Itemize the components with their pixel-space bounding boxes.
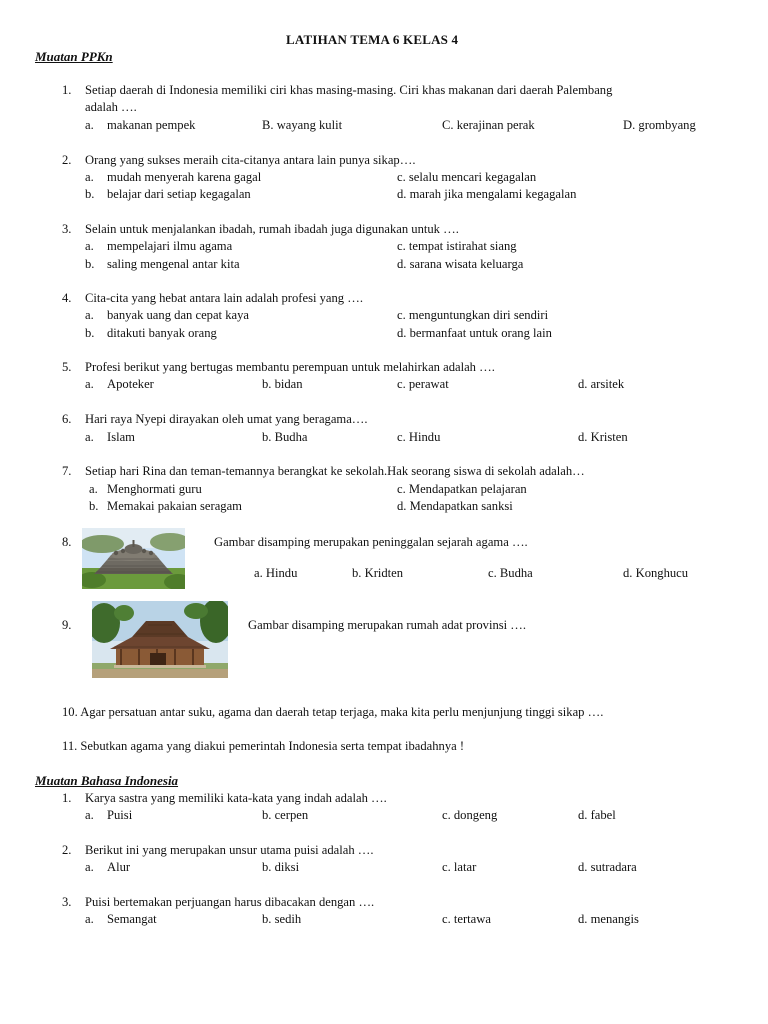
b2-option-a-letter: a. — [85, 860, 94, 874]
q7-number: 7. — [62, 464, 72, 478]
section-heading-bahasa: Muatan Bahasa Indonesia — [35, 773, 179, 788]
q9-text: Gambar disamping merupakan rumah adat provinsi …. — [248, 618, 527, 632]
b3-option-c: c. tertawa — [442, 912, 491, 926]
q8-text: Gambar disamping merupakan peninggalan sejarah agama …. — [214, 535, 528, 549]
b2-option-a: Alur — [107, 860, 131, 874]
q5-option-b: b. bidan — [262, 377, 303, 391]
q5-option-a-letter: a. — [85, 377, 94, 391]
q6-option-a: Islam — [107, 430, 135, 444]
q11-text: 11. Sebutkan agama yang diakui pemerintah Indonesia serta tempat ibadahnya ! — [62, 739, 465, 753]
b1-option-a: Puisi — [107, 808, 133, 822]
q1-option-a: makanan pempek — [107, 118, 196, 132]
q8-option-a: a. Hindu — [254, 566, 298, 580]
b3-option-a: Semangat — [107, 912, 157, 926]
q2-number: 2. — [62, 153, 72, 167]
b1-option-c: c. dongeng — [442, 808, 498, 822]
q7-option-b: Memakai pakaian seragam — [107, 499, 242, 513]
q1-option-c: C. kerajinan perak — [442, 118, 535, 132]
q8-option-c: c. Budha — [488, 566, 533, 580]
q5-option-d: d. arsitek — [578, 377, 625, 391]
b3-option-a-letter: a. — [85, 912, 94, 926]
q2-text: Orang yang sukses meraih cita-citanya antara lain punya sikap…. — [85, 153, 416, 167]
q3-option-b-letter: b. — [85, 257, 95, 271]
q3-number: 3. — [62, 222, 72, 236]
q6-option-b: b. Budha — [262, 430, 308, 444]
b2-option-b: b. diksi — [262, 860, 300, 874]
q8-temple-image — [82, 528, 185, 589]
b3-option-d: d. menangis — [578, 912, 639, 926]
q7-option-d: d. Mendapatkan sanksi — [397, 499, 513, 513]
b2-option-c: c. latar — [442, 860, 477, 874]
b1-option-d: d. fabel — [578, 808, 616, 822]
b3-text: Puisi bertemakan perjuangan harus dibacakan dengan …. — [85, 895, 375, 909]
b1-text: Karya sastra yang memiliki kata-kata yang indah adalah …. — [85, 791, 387, 805]
q6-number: 6. — [62, 412, 72, 426]
q5-number: 5. — [62, 360, 72, 374]
q6-text: Hari raya Nyepi dirayakan oleh umat yang beragama…. — [85, 412, 368, 426]
q6-option-d: d. Kristen — [578, 430, 628, 444]
q4-option-c: c. menguntungkan diri sendiri — [397, 308, 549, 322]
b3-number: 3. — [62, 895, 72, 909]
q2-option-c: c. selalu mencari kegagalan — [397, 170, 537, 184]
q3-option-c: c. tempat istirahat siang — [397, 239, 517, 253]
b2-text: Berikut ini yang merupakan unsur utama puisi adalah …. — [85, 843, 374, 857]
q4-option-a-letter: a. — [85, 308, 94, 322]
q6-option-c: c. Hindu — [397, 430, 441, 444]
q8-number: 8. — [62, 535, 72, 549]
q2-option-d: d. marah jika mengalami kegagalan — [397, 187, 577, 201]
q4-number: 4. — [62, 291, 72, 305]
q10-text: 10. Agar persatuan antar suku, agama dan daerah tetap terjaga, maka kita perlu menjunjung tinggi sikap …. — [62, 705, 604, 719]
b3-option-b: b. sedih — [262, 912, 302, 926]
q2-option-a: mudah menyerah karena gagal — [107, 170, 262, 184]
q9-house-image — [92, 601, 228, 678]
q2-option-b-letter: b. — [85, 187, 95, 201]
b1-number: 1. — [62, 791, 72, 805]
q7-option-a: Menghormati guru — [107, 482, 202, 496]
b1-option-a-letter: a. — [85, 808, 94, 822]
q4-option-b-letter: b. — [85, 326, 95, 340]
q7-option-c: c. Mendapatkan pelajaran — [397, 482, 527, 496]
q9-number: 9. — [62, 618, 72, 632]
page-title: LATIHAN TEMA 6 KELAS 4 — [286, 32, 459, 47]
q4-option-a: banyak uang dan cepat kaya — [107, 308, 249, 322]
q1-option-b: B. wayang kulit — [262, 118, 343, 132]
q6-option-a-letter: a. — [85, 430, 94, 444]
q3-option-b: saling mengenal antar kita — [107, 257, 240, 271]
q4-text: Cita-cita yang hebat antara lain adalah profesi yang …. — [85, 291, 363, 305]
q2-option-b: belajar dari setiap kegagalan — [107, 187, 251, 201]
q3-option-a-letter: a. — [85, 239, 94, 253]
q5-option-c: c. perawat — [397, 377, 449, 391]
q7-option-b-letter: b. — [89, 499, 99, 513]
q1-text-line2: adalah …. — [85, 100, 137, 114]
b2-option-d: d. sutradara — [578, 860, 637, 874]
q7-option-a-letter: a. — [89, 482, 98, 496]
q3-text: Selain untuk menjalankan ibadah, rumah ibadah juga digunakan untuk …. — [85, 222, 459, 236]
q1-option-a-letter: a. — [85, 118, 94, 132]
q7-text: Setiap hari Rina dan teman-temannya berangkat ke sekolah.Hak seorang siswa di sekolah adalah… — [85, 464, 585, 478]
q1-number: 1. — [62, 83, 72, 97]
q4-option-d: d. bermanfaat untuk orang lain — [397, 326, 552, 340]
b1-option-b: b. cerpen — [262, 808, 309, 822]
q1-option-d: D. grombyang — [623, 118, 696, 132]
q3-option-d: d. sarana wisata keluarga — [397, 257, 524, 271]
b2-number: 2. — [62, 843, 72, 857]
q1-text-line1: Setiap daerah di Indonesia memiliki ciri khas masing-masing. Ciri khas makanan dari daerah Palembang — [85, 83, 613, 97]
q2-option-a-letter: a. — [85, 170, 94, 184]
q8-option-b: b. Kridten — [352, 566, 404, 580]
q5-text: Profesi berikut yang bertugas membantu perempuan untuk melahirkan adalah …. — [85, 360, 495, 374]
q3-option-a: mempelajari ilmu agama — [107, 239, 233, 253]
q5-option-a: Apoteker — [107, 377, 154, 391]
section-heading-ppkn: Muatan PPKn — [35, 49, 113, 64]
q8-option-d: d. Konghucu — [623, 566, 689, 580]
q4-option-b: ditakuti banyak orang — [107, 326, 217, 340]
